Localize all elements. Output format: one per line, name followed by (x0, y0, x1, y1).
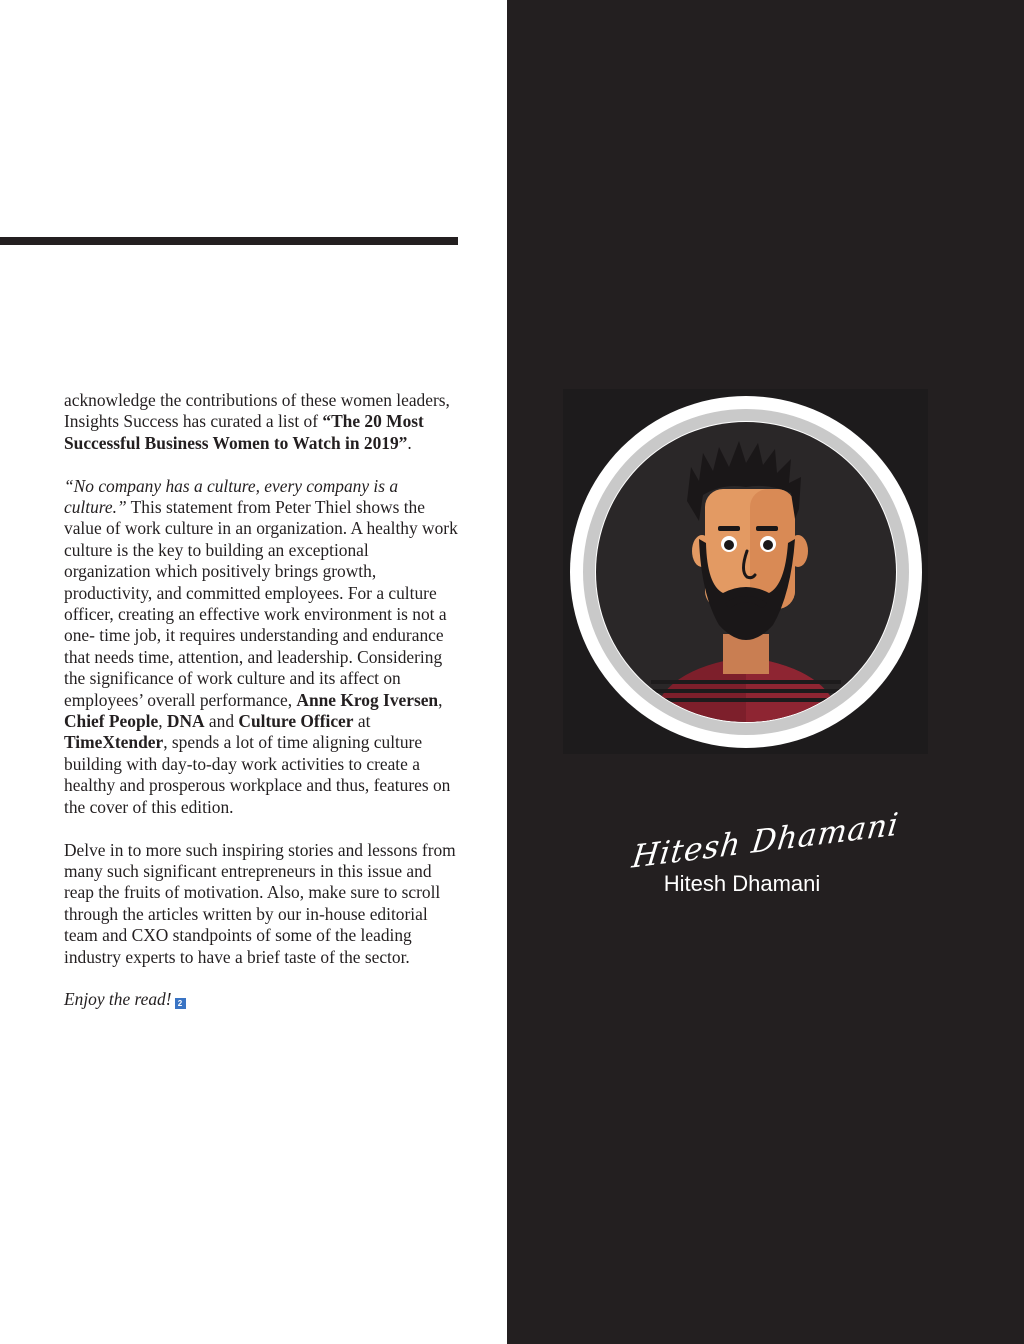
left-column (0, 0, 507, 1344)
paragraph-2: “No company has a culture, every company is a culture.” This statement from Peter Thiel shows the value of work culture in an organization. A healthy work culture is the key to building an exceptional organization which positively brings growth, productivity, and committed employees. For a culture officer, creating an effective work environment is not a one- time job, it requires understanding and endurance that needs time, attention, and leadership. Considering the significance of work culture and its affect on employees’ overall performance, Anne Krog Iversen, Chief People, DNA and Culture Officer at TimeXtender, spends a lot of time aligning culture building with day-to-day work activities to create a healthy and prosperous workplace and thus, features on the cover of this edition. (64, 475, 458, 817)
paragraph-1: acknowledge the contributions of these women leaders, Insights Success has curated a list of “The 20 Most Successful Business Women to Watch in 2019”. (64, 390, 450, 453)
right-panel (507, 0, 1024, 1344)
avatar-illustration (563, 389, 928, 754)
editor-portrait (563, 389, 928, 754)
paragraph-3: Delve in to more such inspiring stories and lessons from many such significant entrepreneurs in this issue and reap the fruits of motivation. Also, make sure to scroll through the articles written by our in-house editorial team and CXO standpoints of some of the leading industry experts to have a brief taste of the sector. (64, 839, 456, 967)
paragraph-4 (64, 989, 458, 1010)
editor-note-body (64, 390, 458, 1032)
cover-person-name: Anne Krog Iversen (296, 689, 439, 710)
editor-signature: Hitesh Dhamani (629, 806, 902, 876)
closing-line: Enjoy the read! (64, 989, 172, 1010)
section-rule (0, 237, 458, 245)
company-name: TimeXtender (64, 732, 164, 753)
end-mark-icon: 2 (175, 998, 186, 1009)
thiel-quote: “No company has a culture, every company is a culture.” (64, 475, 399, 518)
list-title: “The 20 Most Successful Business Women to Watch in 2019” (64, 411, 424, 453)
editor-name: Hitesh Dhamani (663, 871, 821, 896)
